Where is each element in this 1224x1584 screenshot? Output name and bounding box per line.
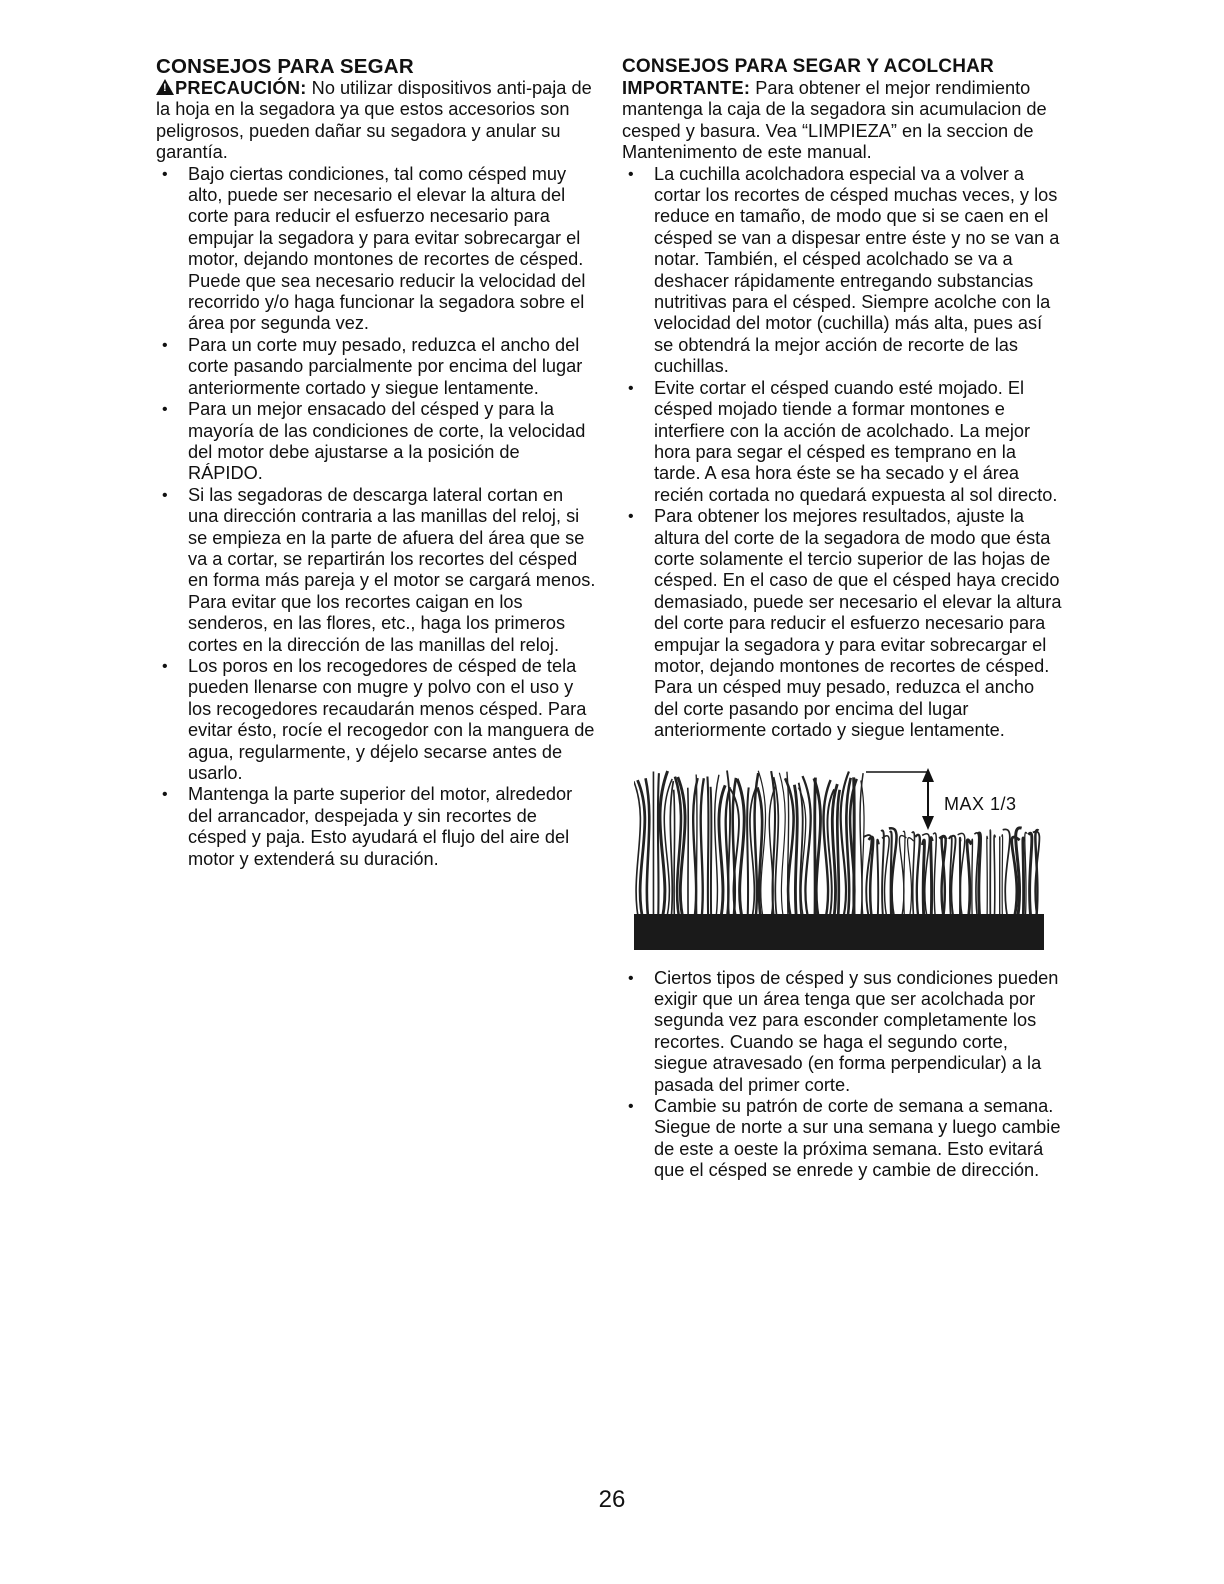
grass-blade [707, 776, 708, 924]
right-bullet-list-bottom [622, 968, 1062, 1182]
grass-blade [688, 787, 689, 923]
caution-paragraph [156, 78, 596, 164]
bullet-dot-icon: • [628, 1098, 634, 1116]
grass-blade [931, 837, 933, 923]
important-paragraph [622, 78, 1062, 164]
list-item [156, 335, 596, 399]
grass-blade [696, 774, 697, 924]
list-item-text: Para un corte muy pesado, reduzca el ancho del corte pasando parcialmente por encima del lugar anteriormente cortado y siegue lentamente. [188, 334, 583, 398]
list-item [622, 378, 1062, 506]
bullet-dot-icon: • [628, 379, 634, 397]
bullet-dot-icon: • [162, 165, 168, 183]
important-label: IMPORTANTE: [622, 78, 751, 98]
bullet-dot-icon: • [628, 508, 634, 526]
bullet-dot-icon: • [162, 657, 168, 675]
list-item-text: La cuchilla acolchadora especial va a volver a cortar los recortes de césped muchas veces, y los reduce en tamaño, de modo que si se caen en el césped se van a dispesar entre éste y no se van a notar. También, el césped acolchado se va a deshacer rápidamente entregando substancias nutritivas para el césped. Siempre acolche con la velocidad del motor (cuchilla) más alta, pues así se obtendrá la mejor acción de recorte de las cuchillas. [654, 163, 1060, 377]
bullet-dot-icon: • [162, 401, 168, 419]
grass-blade [711, 786, 712, 923]
grass-height-figure [634, 764, 1044, 950]
grass-blade [1023, 838, 1024, 924]
grass-blade [747, 787, 749, 924]
list-item-text: Los poros en los recogedores de césped de tela pueden llenarse con mugre y polvo con el uso y los recogedores recaudarán menos césped. Para evitar ésto, rocíe el recogedor con la manguera de agua, regularmente, y déjelo secarse antes de usarlo. [188, 655, 595, 783]
list-item [622, 506, 1062, 741]
list-item-text: Para un mejor ensacado del césped y para la mayoría de las condiciones de corte, la velocidad del motor debe ajustarse a la posición de RÁPIDO. [188, 399, 586, 484]
list-item [156, 784, 596, 870]
list-item [622, 968, 1062, 1096]
max-third-label: MAX 1/3 [944, 793, 1017, 814]
list-item [156, 164, 596, 335]
important-text: Para obtener el mejor rendimiento mantenga la caja de la segadora sin acumulacion de cesped y basura. Vea “LIMPIEZA” en la seccion de Mantenimento de este manual. [622, 78, 1047, 163]
list-item [622, 164, 1062, 378]
list-item [156, 656, 596, 784]
page-number: 26 [598, 1486, 626, 1513]
section-heading-consejos-segar: CONSEJOS PARA SEGAR [156, 55, 414, 78]
grass-base [634, 914, 1044, 950]
list-item-text: Para obtener los mejores resultados, ajuste la altura del corte de la segadora de modo que ésta corte solamente el tercio superior de las hojas de césped. En el caso de que el césped haya crecido demasiado, puede ser necesario el elevar la altura del corte para reducir el esfuerzo necesario para empujar la segadora y para evitar sobrecargar el motor, dejando montones de recortes de césped. Para un césped muy pesado, reduzca el ancho del corte pasando por encima del lugar anteriormente cortado y siegue lentamente. [654, 506, 1062, 741]
bullet-dot-icon: • [162, 486, 168, 504]
section-heading-consejos-acolchar: CONSEJOS PARA SEGAR Y ACOLCHAR [622, 56, 994, 77]
list-item-text: Evite cortar el césped cuando esté mojado. El césped mojado tiende a formar montones e interfiere con la acción de acolchado. La mejor hora para segar el césped es temprano en la tarde. A esa hora éste se ha secado y el área recién cortada no quedará expuesta al sol directo. [654, 377, 1058, 505]
bullet-dot-icon: • [162, 786, 168, 804]
list-item-text: Mantenga la parte superior del motor, alrededor del arrancador, despejada y sin recortes de césped y paja. Esto ayudará el flujo del aire del motor y extenderá su duración. [188, 784, 573, 869]
caution-label: PRECAUCIÓN: [175, 78, 307, 98]
left-column [156, 56, 596, 870]
grass-blade [922, 840, 924, 924]
bullet-dot-icon: • [628, 969, 634, 987]
grass-blade [1002, 834, 1003, 923]
grass-blade [658, 773, 659, 924]
right-column [622, 56, 1062, 1182]
warning-triangle-icon: ! [156, 79, 174, 95]
grass-blade [674, 789, 675, 923]
grass-illustration [634, 764, 1044, 950]
bullet-dot-icon: • [162, 336, 168, 354]
list-item-text: Ciertos tipos de césped y sus condiciones pueden exigir que un área tenga que ser acolchada por segunda vez para esconder completamente los recortes. Cuando se haga el segundo corte, siegue atravesado (en forma perpendicular) a la pasada del primer corte. [654, 967, 1059, 1095]
grass-blade [987, 836, 988, 924]
left-bullet-list [156, 164, 596, 870]
list-item-text: Cambie su patrón de corte de semana a semana. Siegue de norte a sur una semana y luego cambie de este a oeste la próxima semana. Esto evitará que el césped se enrede y cambie de dirección. [654, 1096, 1061, 1181]
list-item [156, 399, 596, 485]
list-item [156, 485, 596, 656]
list-item [622, 1096, 1062, 1182]
grass-blade [854, 777, 855, 924]
bullet-dot-icon: • [628, 165, 634, 183]
right-bullet-list-top [622, 164, 1062, 742]
list-item-text: Si las segadoras de descarga lateral cortan en una dirección contraria a las manillas del reloj, si se empieza en la parte de afuera del área que se va a cortar, se repartirán los recortes del césped en forma más pareja y el motor se cargará menos. Para evitar que los recortes caigan en los senderos, en las flores, etc., haga los primeros cortes en la dirección de las manillas del reloj. [188, 484, 596, 655]
caution-text: No utilizar dispositivos anti-paja de la hoja en la segadora ya que estos accesorios son peligrosos, pueden dañar su segadora y anular su garantía. [156, 78, 592, 163]
list-item-text: Bajo ciertas condiciones, tal como césped muy alto, puede ser necesario el elevar la altura del corte para reducir el esfuerzo necesario para empujar la segadora y para evitar sobrecargar el motor, dejando montones de recortes de césped. Puede que sea necesario reducir la velocidad del recorrido y/o haga funcionar la segadora sobre el área por segunda vez. [188, 163, 586, 334]
